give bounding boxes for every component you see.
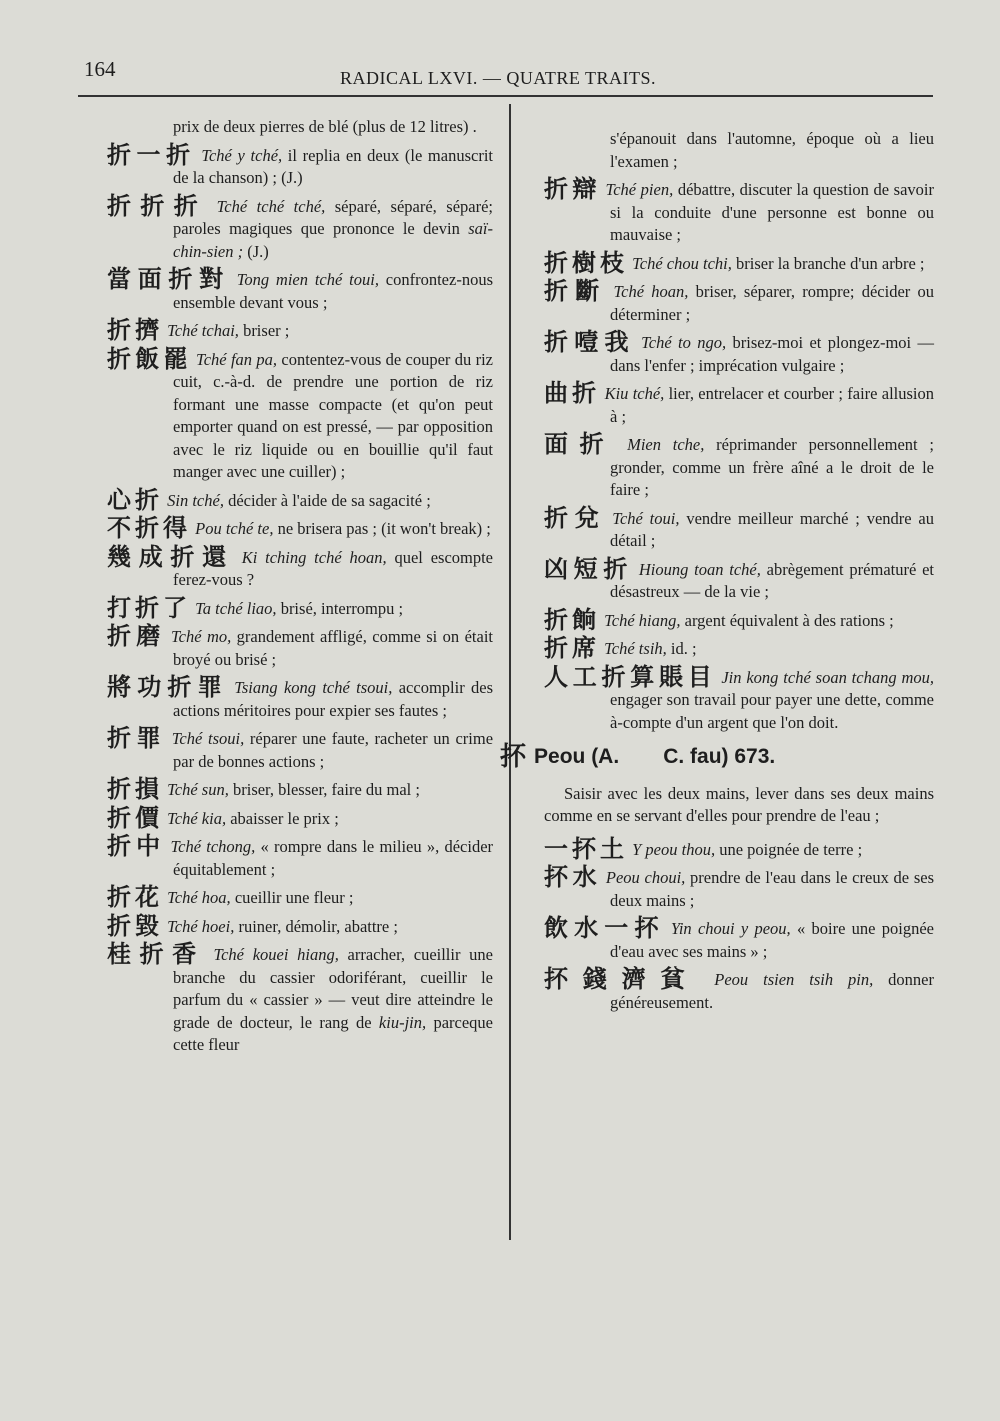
entry-characters: 一抔土 — [544, 834, 628, 863]
headword — [500, 742, 934, 772]
dictionary-entry — [544, 834, 934, 863]
entry-romanization: Tché tsoui, — [171, 729, 245, 748]
dictionary-entry — [544, 634, 934, 662]
entry-characters: 折一折 — [107, 140, 196, 169]
entry-definition: grandement affligé, comme si on était broyé ou brisé ; — [173, 627, 493, 669]
dictionary-entry — [107, 116, 493, 139]
entry-characters: 折花 — [107, 883, 163, 911]
entry-characters: 打折了 — [107, 593, 191, 622]
dictionary-entry — [107, 940, 493, 1057]
dictionary-entry — [544, 328, 934, 377]
entry-romanization: Tché hoa, — [167, 888, 231, 907]
entry-characters: 折餉 — [544, 605, 600, 634]
entry-romanization: Ta tché liao, — [195, 598, 277, 618]
entry-characters: 折樹枝 — [544, 248, 628, 277]
dictionary-entry — [544, 605, 934, 634]
entry-romanization: Tché chou tchi, — [632, 253, 732, 273]
entry-definition: prix de deux pierres de blé (plus de 12 litres) . — [173, 117, 477, 136]
headword-text-a: Peou (A. — [534, 745, 620, 768]
dictionary-entry — [544, 965, 935, 1014]
entry-characters: 心折 — [107, 485, 163, 514]
dictionary-entry — [107, 803, 493, 832]
entry-definition: argent équivalent à des rations ; — [680, 610, 894, 630]
dictionary-entry — [544, 277, 935, 326]
entry-definition: « boire une poignée d'eau avec ses mains » ; — [610, 919, 934, 961]
entry-romanization: Peou choui, — [605, 868, 686, 887]
entry-characters: 折毀 — [107, 911, 163, 940]
entry-romanization: Tché hiang, — [604, 610, 681, 630]
dictionary-entry — [544, 379, 935, 428]
dictionary-entry — [107, 622, 493, 671]
dictionary-entry — [107, 673, 494, 722]
entry-characters: 折斷 — [544, 277, 607, 305]
entry-romanization: Tché toui, — [612, 508, 680, 528]
entry-characters: 折罪 — [107, 724, 167, 752]
entry-characters: 曲折 — [544, 379, 601, 407]
entry-romanization: Ki tching tché hoan, — [241, 547, 387, 567]
entry-characters: 折磨 — [107, 622, 166, 650]
entry-definition: briser, blesser, faire du mal ; — [228, 780, 420, 799]
dictionary-entry — [107, 883, 493, 911]
entry-characters: 抔錢濟貧 — [544, 965, 700, 993]
entry-characters: 當面折對 — [107, 265, 230, 293]
entry-romanization: Tché to ngo, — [641, 333, 727, 352]
dictionary-entry — [544, 662, 934, 735]
entry-definition: cueillir une fleur ; — [230, 888, 354, 907]
entry-romanization: Tché tsih, — [604, 639, 667, 658]
dictionary-entry — [107, 316, 493, 344]
entry-characters: 折損 — [107, 775, 163, 803]
entry-romanization: Tché hoei, — [167, 916, 235, 936]
entry-romanization: Tché kouei hiang, — [213, 945, 339, 964]
entry-characters: 抔水 — [544, 863, 602, 891]
entry-romanization: Tché pien, — [605, 180, 674, 199]
header-rule — [78, 95, 933, 97]
left-entry-list — [107, 116, 493, 1057]
entry-italic-term: saï-chin-sien ; — [173, 219, 493, 261]
entry-definition: une poignée de terre ; — [715, 839, 863, 859]
entry-romanization: Kiu tché, — [604, 384, 665, 403]
entry-romanization: Sin tché, — [167, 490, 224, 510]
entry-characters: 折價 — [107, 803, 163, 832]
entry-characters: 人工折算賬目 — [544, 662, 717, 691]
headword-description: Saisir avec les deux mains, lever dans ses deux mains comme en se servant d'elles pour prendre de l'eau ; — [544, 783, 934, 825]
left-column — [107, 116, 493, 1062]
entry-definition: s'épanouit dans l'automne, époque où a lieu l'examen ; — [610, 129, 934, 171]
dictionary-entry — [107, 911, 493, 940]
entry-romanization: Hioung toan tché, — [638, 559, 761, 579]
entry-definition: id. ; — [666, 639, 697, 658]
entry-romanization: Tong mien tché toui, — [236, 270, 379, 289]
entry-romanization: Tché tché tché, — [216, 196, 326, 216]
entry-definition: arracher, cueillir une branche du cassier odoriférant, cueillir le parfum du « cassier » — veut dire atteindre le grade de docteur, le rang de — [173, 945, 493, 1032]
entry-characters: 不折得 — [107, 514, 191, 542]
entry-definition: confrontez-nous ensemble devant vous ; — [173, 270, 493, 312]
entry-characters: 折辯 — [544, 175, 601, 203]
entry-definition: séparé, séparé, séparé; paroles magiques que prononce le devin — [173, 196, 493, 238]
entry-definition: il replia en deux (le manuscrit de la chanson) ; (J.) — [173, 145, 493, 187]
column-divider — [509, 104, 511, 1240]
entry-italic-term: kiu-jin, — [378, 1012, 427, 1032]
entry-definition: réparer une faute, racheter un crime par de bonnes actions ; — [173, 729, 494, 771]
entry-romanization: Mien tche, — [627, 435, 705, 454]
dictionary-entry — [107, 775, 493, 803]
entry-definition: contentez-vous de couper du riz cuit, c.-à-d. de prendre une portion de riz formant une masse compacte (et qu'on peut emporter quand on est pressé, — par opposition avec le riz liquide ou en bouillie qu'il faut manger avec une cuiller) ; — [173, 349, 494, 481]
entry-characters: 折中 — [107, 832, 166, 860]
entry-definition: « rompre dans le milieu », décider équitablement ; — [173, 837, 494, 879]
dictionary-entry — [544, 128, 934, 173]
entry-romanization: Tché tchong, — [170, 837, 256, 856]
entry-characters: 面折 — [544, 430, 616, 458]
entry-romanization: Y peou thou, — [632, 839, 716, 859]
entry-definition: vendre meilleur marché ; vendre au détail ; — [610, 508, 935, 550]
entry-definition: donner généreusement. — [610, 970, 935, 1012]
entry-romanization: Tché hoan, — [613, 282, 689, 301]
running-head: RADICAL LXVI. — QUATRE TRAITS. — [340, 68, 656, 88]
entry-romanization: Tché fan pa, — [196, 349, 278, 369]
dictionary-entry — [544, 175, 934, 247]
entry-romanization: Tché y tché, — [201, 145, 283, 165]
entry-characters: 折飯罷 — [107, 344, 192, 373]
dictionary-entry — [544, 503, 935, 553]
entry-romanization: Tché mo, — [171, 627, 232, 646]
entry-romanization: Tché tchai, — [167, 321, 239, 340]
dictionary-entry — [544, 863, 934, 912]
entry-definition: brisé, interrompu ; — [276, 598, 404, 618]
entry-romanization: Yin choui y peou, — [670, 919, 791, 938]
right-entry-list — [544, 128, 934, 734]
entry-definition: ruiner, démolir, abattre ; — [234, 916, 398, 936]
entry-characters: 折席 — [544, 634, 600, 662]
dictionary-entry — [107, 344, 494, 484]
right-column — [500, 128, 935, 1019]
headword-text-b: C. fau) 673. — [663, 745, 776, 768]
entry-characters: 將功折罪 — [107, 673, 228, 701]
entry-characters: 飲水一抔 — [544, 914, 665, 942]
dictionary-entry — [107, 542, 494, 592]
entry-definition: abrègement prématuré et désastreux — de la vie ; — [610, 559, 934, 601]
dictionary-entry — [107, 140, 493, 190]
entry-characters: 折噎我 — [544, 328, 635, 356]
entry-characters: 幾成折還 — [107, 542, 234, 571]
entry-definition: brisez-moi et plongez-moi — dans l'enfer ; imprécation vulgaire ; — [610, 333, 934, 375]
dictionary-entry — [107, 514, 493, 542]
dictionary-entry — [544, 554, 934, 604]
entry-characters: 折擠 — [107, 316, 163, 344]
entry-definition: lier, entrelacer et courber ; faire allusion à ; — [610, 384, 935, 426]
entry-definition: prendre de l'eau dans le creux de ses deux mains ; — [610, 868, 934, 910]
entry-definition: abaisser le prix ; — [226, 808, 339, 828]
entry-definition: réprimander personnellement ; gronder, comme un frère aîné a le droit de le faire ; — [610, 435, 934, 499]
headword-character: 抔 — [500, 742, 527, 772]
entry-definition-tail: parceque cette fleur — [173, 1012, 493, 1054]
entry-romanization: Tsiang kong tché tsoui, — [234, 678, 393, 697]
entry-romanization: Pou tché te, — [195, 519, 274, 538]
entry-definition: accomplir des actions méritoires pour expier ses fautes ; — [173, 678, 494, 720]
entry-characters: 折兌 — [544, 503, 606, 532]
entry-characters: 凶短折 — [544, 554, 634, 583]
dictionary-entry — [107, 832, 494, 881]
entry-definition: briser, séparer, rompre; décider ou déterminer ; — [610, 282, 935, 324]
entry-definition: briser ; — [238, 321, 290, 340]
entry-definition: ne brisera pas ; (it won't break) ; — [273, 519, 491, 538]
entry-characters: 桂折香 — [107, 940, 205, 968]
dictionary-entry — [107, 724, 494, 773]
dictionary-entry — [107, 593, 493, 622]
entry-definition: décider à l'aide de sa sagacité ; — [223, 490, 431, 510]
entry-definition-tail: (J.) — [243, 241, 269, 261]
right-entry-list-2 — [544, 834, 935, 1015]
dictionary-entry — [107, 265, 493, 314]
entry-definition: engager son travail pour payer une dette, comme à-compte d'un argent que l'on doit. — [610, 690, 934, 732]
entry-romanization: Tché kia, — [167, 808, 227, 828]
entry-definition: briser la branche d'un arbre ; — [731, 253, 925, 273]
entry-definition: débattre, discuter la question de savoir si la conduite d'une personne est bonne ou mauvaise ; — [610, 180, 934, 244]
dictionary-entry — [544, 248, 934, 277]
dictionary-entry — [107, 485, 493, 514]
entry-romanization: Peou tsien tsih pin, — [714, 970, 874, 989]
entry-definition: quel escompte ferez-vous ? — [173, 547, 494, 589]
dictionary-entry — [107, 191, 493, 264]
entry-romanization: Jin kong tché soan tchang mou, — [721, 667, 934, 687]
dictionary-entry — [544, 430, 934, 502]
page-number: 164 — [84, 57, 116, 81]
entry-romanization: Tché sun, — [167, 780, 229, 799]
dictionary-entry — [544, 914, 934, 963]
entry-characters: 折折折 — [107, 191, 208, 220]
